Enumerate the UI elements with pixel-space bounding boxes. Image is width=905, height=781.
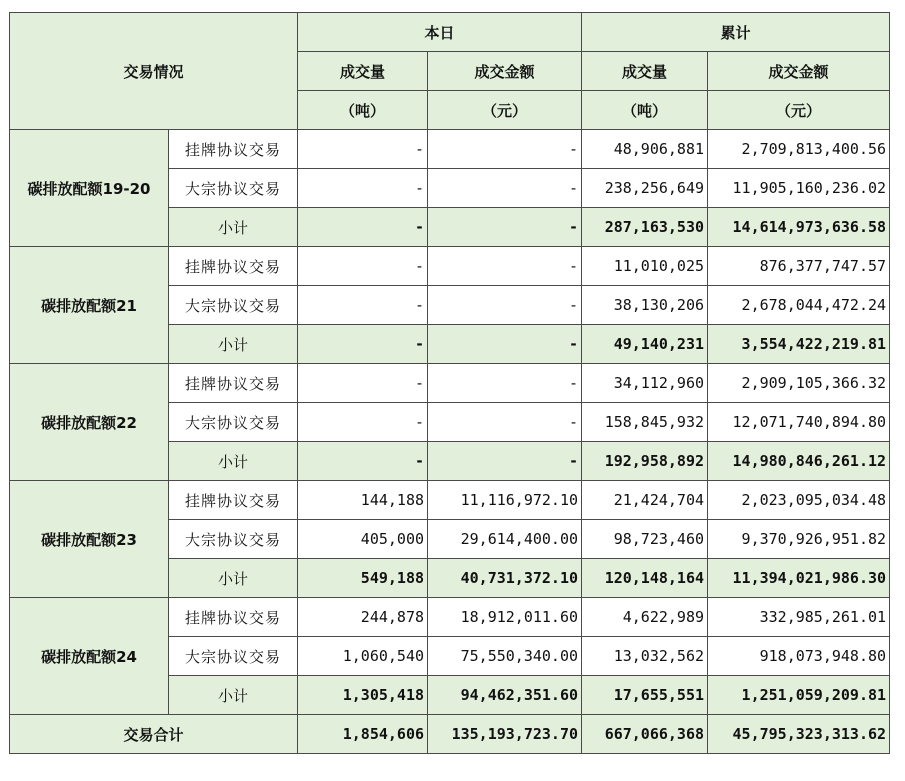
cum-volume-cell: 34,112,960 <box>582 364 708 403</box>
cum-volume-header: 成交量 <box>582 52 708 91</box>
today-volume-cell: 1,060,540 <box>298 637 428 676</box>
cum-amount-cell: 2,909,105,366.32 <box>708 364 890 403</box>
cum-amount-cell: 2,678,044,472.24 <box>708 286 890 325</box>
today-volume-cell: - <box>298 364 428 403</box>
group-label: 碳排放配额22 <box>10 364 169 481</box>
table-row <box>10 481 890 520</box>
subtotal-label: 小计 <box>169 676 298 715</box>
cum-amount-cell: 918,073,948.80 <box>708 637 890 676</box>
total-label: 交易合计 <box>10 715 298 754</box>
subtotal-label: 小计 <box>169 559 298 598</box>
cum-amount-cell: 12,071,740,894.80 <box>708 403 890 442</box>
today-amount-cell: 18,912,011.60 <box>428 598 582 637</box>
trade-type-label: 挂牌协议交易 <box>169 130 298 169</box>
today-volume-header: 成交量 <box>298 52 428 91</box>
trade-type-label: 挂牌协议交易 <box>169 481 298 520</box>
cum-amount-unit: （元） <box>708 91 890 130</box>
today-amount-cell: 94,462,351.60 <box>428 676 582 715</box>
trade-type-label: 大宗协议交易 <box>169 169 298 208</box>
cum-volume-cell: 4,622,989 <box>582 598 708 637</box>
cum-amount-cell: 9,370,926,951.82 <box>708 520 890 559</box>
today-volume-cell: 549,188 <box>298 559 428 598</box>
today-amount-cell: 75,550,340.00 <box>428 637 582 676</box>
today-amount-cell: - <box>428 325 582 364</box>
today-amount-cell: - <box>428 169 582 208</box>
cum-volume-cell: 287,163,530 <box>582 208 708 247</box>
cum-amount-header: 成交金额 <box>708 52 890 91</box>
cum-amount-cell: 14,614,973,636.58 <box>708 208 890 247</box>
today-volume-cell: - <box>298 208 428 247</box>
cum-volume-cell: 192,958,892 <box>582 442 708 481</box>
today-amount-cell: - <box>428 403 582 442</box>
cumulative-header: 累计 <box>582 13 890 52</box>
cum-amount-cell: 876,377,747.57 <box>708 247 890 286</box>
trade-type-label: 挂牌协议交易 <box>169 364 298 403</box>
cum-amount-cell: 14,980,846,261.12 <box>708 442 890 481</box>
today-header: 本日 <box>298 13 582 52</box>
today-volume-cell: - <box>298 325 428 364</box>
trade-type-label: 大宗协议交易 <box>169 520 298 559</box>
trade-type-label: 大宗协议交易 <box>169 637 298 676</box>
today-amount-cell: - <box>428 364 582 403</box>
group-label: 碳排放配额19-20 <box>10 130 169 247</box>
group-label: 碳排放配额21 <box>10 247 169 364</box>
subtotal-label: 小计 <box>169 442 298 481</box>
today-volume-unit: （吨） <box>298 91 428 130</box>
today-amount-cell: - <box>428 286 582 325</box>
table-row <box>10 364 890 403</box>
cum-volume-cell: 158,845,932 <box>582 403 708 442</box>
today-amount-unit: （元） <box>428 91 582 130</box>
today-volume-cell: 144,188 <box>298 481 428 520</box>
trade-type-label: 挂牌协议交易 <box>169 247 298 286</box>
cum-volume-cell: 11,010,025 <box>582 247 708 286</box>
today-amount-cell: 29,614,400.00 <box>428 520 582 559</box>
today-volume-cell: 405,000 <box>298 520 428 559</box>
today-amount-cell: 40,731,372.10 <box>428 559 582 598</box>
cum-volume-cell: 48,906,881 <box>582 130 708 169</box>
today-volume-cell: 244,878 <box>298 598 428 637</box>
today-amount-cell: - <box>428 247 582 286</box>
total-today-volume: 1,854,606 <box>298 715 428 754</box>
today-volume-cell: - <box>298 130 428 169</box>
today-volume-cell: - <box>298 169 428 208</box>
total-cum-amount: 45,795,323,313.62 <box>708 715 890 754</box>
cum-volume-cell: 120,148,164 <box>582 559 708 598</box>
table-row <box>10 247 890 286</box>
trade-type-label: 大宗协议交易 <box>169 403 298 442</box>
cum-volume-cell: 17,655,551 <box>582 676 708 715</box>
subtotal-label: 小计 <box>169 325 298 364</box>
today-amount-cell: - <box>428 208 582 247</box>
group-label: 碳排放配额24 <box>10 598 169 715</box>
trade-type-label: 大宗协议交易 <box>169 286 298 325</box>
header-row-top <box>10 13 890 52</box>
cum-amount-cell: 11,905,160,236.02 <box>708 169 890 208</box>
cum-volume-cell: 13,032,562 <box>582 637 708 676</box>
today-amount-cell: 11,116,972.10 <box>428 481 582 520</box>
total-cum-volume: 667,066,368 <box>582 715 708 754</box>
cum-volume-cell: 38,130,206 <box>582 286 708 325</box>
today-volume-cell: - <box>298 286 428 325</box>
today-amount-header: 成交金额 <box>428 52 582 91</box>
trade-type-label: 挂牌协议交易 <box>169 598 298 637</box>
table-row <box>10 130 890 169</box>
row-label-header: 交易情况 <box>10 13 298 130</box>
today-amount-cell: - <box>428 130 582 169</box>
cum-amount-cell: 3,554,422,219.81 <box>708 325 890 364</box>
table-row <box>10 598 890 637</box>
table-body <box>10 13 890 754</box>
cum-volume-cell: 49,140,231 <box>582 325 708 364</box>
today-volume-cell: - <box>298 247 428 286</box>
cum-amount-cell: 2,709,813,400.56 <box>708 130 890 169</box>
today-volume-cell: - <box>298 442 428 481</box>
group-label: 碳排放配额23 <box>10 481 169 598</box>
today-amount-cell: - <box>428 442 582 481</box>
cum-amount-cell: 1,251,059,209.81 <box>708 676 890 715</box>
today-volume-cell: 1,305,418 <box>298 676 428 715</box>
total-row <box>10 715 890 754</box>
subtotal-label: 小计 <box>169 208 298 247</box>
cum-volume-cell: 98,723,460 <box>582 520 708 559</box>
total-today-amount: 135,193,723.70 <box>428 715 582 754</box>
cum-volume-cell: 238,256,649 <box>582 169 708 208</box>
carbon-trading-table <box>9 12 890 754</box>
cum-amount-cell: 332,985,261.01 <box>708 598 890 637</box>
cum-volume-cell: 21,424,704 <box>582 481 708 520</box>
cum-amount-cell: 2,023,095,034.48 <box>708 481 890 520</box>
cum-amount-cell: 11,394,021,986.30 <box>708 559 890 598</box>
cum-volume-unit: （吨） <box>582 91 708 130</box>
today-volume-cell: - <box>298 403 428 442</box>
